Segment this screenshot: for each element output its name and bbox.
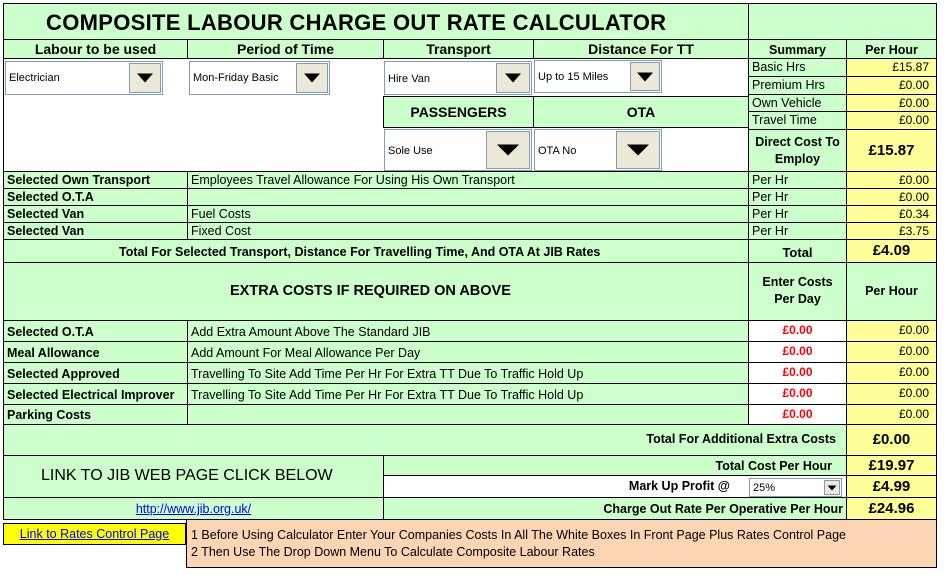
ota-label: OTA [533,96,748,128]
transport-header: Transport [383,40,533,59]
transport-row-value: £0.00 [846,172,937,189]
markup-dropdown[interactable] [749,478,842,497]
transport-row-desc: Fuel Costs [187,206,748,223]
transport-row-label: Selected Own Transport [3,172,187,189]
chevron-down-icon [828,485,837,490]
summary-label: Travel Time [748,112,846,130]
rates-control-link-cell [3,523,186,545]
extra-row-label: Parking Costs [3,405,187,425]
period-dropdown-value: Mon-Friday Basic [193,72,279,84]
summary-label: Premium Hrs [748,77,846,95]
direct-cost-value: £15.87 [846,130,937,172]
labour-dropdown-button[interactable] [129,63,161,93]
extra-row-desc: Travelling To Site Add Time Per Hr For Extra TT Due To Traffic Hold Up [187,363,748,384]
transport-row-unit: Per Hr [748,223,846,240]
charge-out-label: Charge Out Rate Per Operative Per Hour [383,498,846,520]
jib-link-heading: LINK TO JIB WEB PAGE CLICK BELOW [3,456,383,498]
extra-day-input[interactable]: £0.00 [748,321,846,342]
jib-link-cell [3,498,383,520]
cost-per-hour-value: £19.97 [846,456,937,476]
transport-row-desc [187,189,748,206]
extra-row-label: Meal Allowance [3,342,187,363]
extra-hour-value: £0.00 [846,342,937,363]
period-dropdown-button[interactable] [296,63,328,93]
transport-row-label: Selected Van [3,206,187,223]
period-dropdown[interactable] [189,61,330,95]
extra-costs-heading: EXTRA COSTS IF REQUIRED ON ABOVE [3,263,748,321]
per-hour-header: Per Hour [846,40,937,59]
chevron-down-icon [497,145,519,156]
summary-header: Summary [748,40,846,59]
summary-value: £15.87 [846,59,937,77]
distance-dropdown[interactable] [534,60,662,93]
transport-row-value: £0.34 [846,206,937,223]
transport-dropdown-value: Hire Van [388,73,430,85]
period-header: Period of Time [187,40,383,59]
transport-total-value: £4.09 [846,240,937,263]
transport-row-unit: Per Hr [748,206,846,223]
extra-row-label: Selected O.T.A [3,321,187,342]
extra-day-input[interactable]: £0.00 [748,405,846,425]
labour-dropdown[interactable] [5,61,163,95]
direct-cost-label: Direct Cost To Employ [748,130,846,172]
transport-dropdown[interactable] [384,61,532,95]
distance-dropdown-value: Up to 15 Miles [538,71,609,83]
extra-hour-value: £0.00 [846,384,937,405]
extra-row-label: Selected Approved [3,363,187,384]
transport-row-desc: Fixed Cost [187,223,748,240]
cost-per-hour-label: Total Cost Per Hour [383,456,846,476]
extra-row-desc: Add Extra Amount Above The Standard JIB [187,321,748,342]
transport-row-unit: Per Hr [748,172,846,189]
passengers-label: PASSENGERS [383,96,533,128]
extra-row-label: Selected Electrical Improver [3,384,187,405]
transport-total-label: Total For Selected Transport, Distance For Travelling Time, And OTA At JIB Rates [3,240,748,263]
enter-costs-header: Enter Costs Per Day [748,263,846,321]
markup-dropdown-button[interactable] [824,480,840,495]
transport-total-unit: Total [748,240,846,263]
transport-row-desc: Employees Travel Allowance For Using His Own Transport [187,172,748,189]
extra-total-value: £0.00 [846,425,937,456]
jib-link[interactable]: http://www.jib.org.uk/ [135,502,252,516]
passengers-dropdown-value: Sole Use [388,145,433,157]
extra-day-input[interactable]: £0.00 [748,384,846,405]
charge-out-value: £24.96 [846,498,937,520]
chevron-down-icon [637,72,653,81]
markup-value: £4.99 [846,476,937,498]
chevron-down-icon [137,74,153,83]
ota-dropdown[interactable] [534,129,662,171]
labour-dropdown-value: Electrician [9,72,60,84]
extra-hour-value: £0.00 [846,363,937,384]
instruction-line: 2 Then Use The Drop Down Menu To Calculate Composite Labour Rates [191,545,595,559]
ota-dropdown-button[interactable] [616,131,660,169]
labour-header: Labour to be used [3,40,187,59]
markup-dropdown-value: 25% [753,482,776,494]
extra-hour-value: £0.00 [846,405,937,425]
ota-dropdown-value: OTA No [538,145,577,157]
extra-row-desc: Travelling To Site Add Time Per Hr For Extra TT Due To Traffic Hold Up [187,384,748,405]
instructions-box [186,520,937,568]
extra-row-desc: Add Amount For Meal Allowance Per Day [187,342,748,363]
rates-control-link[interactable]: Link to Rates Control Page [19,527,170,541]
transport-row-value: £0.00 [846,189,937,206]
transport-row-label: Selected O.T.A [3,189,187,206]
summary-value: £0.00 [846,77,937,95]
markup-row [383,476,846,498]
page-title: COMPOSITE LABOUR CHARGE OUT RATE CALCULATOR [46,10,667,35]
distance-header: Distance For TT [533,40,748,59]
transport-row-unit: Per Hr [748,189,846,206]
extra-total-label: Total For Additional Extra Costs [3,425,846,456]
extra-hour-value: £0.00 [846,321,937,342]
distance-dropdown-button[interactable] [630,62,660,91]
chevron-down-icon [627,145,649,156]
chevron-down-icon [304,74,320,83]
extra-day-input[interactable]: £0.00 [748,363,846,384]
transport-row-label: Selected Van [3,223,187,240]
title-cell [3,3,748,40]
extra-day-input[interactable]: £0.00 [748,342,846,363]
summary-label: Own Vehicle [748,95,846,112]
transport-row-value: £3.75 [846,223,937,240]
passengers-dropdown-button[interactable] [486,131,530,169]
title-right-cell [748,3,937,40]
summary-value: £0.00 [846,95,937,112]
instruction-line: 1 Before Using Calculator Enter Your Companies Costs In All The White Boxes In Front Page Plus Rates Control Page [191,528,846,542]
summary-value: £0.00 [846,112,937,130]
transport-dropdown-button[interactable] [496,63,530,93]
summary-label: Basic Hrs [748,59,846,77]
extra-per-hour-header: Per Hour [846,263,937,321]
markup-label: Mark Up Profit @ [628,479,730,493]
chevron-down-icon [505,74,521,83]
extra-row-desc [187,405,748,425]
passengers-dropdown[interactable] [384,129,532,171]
